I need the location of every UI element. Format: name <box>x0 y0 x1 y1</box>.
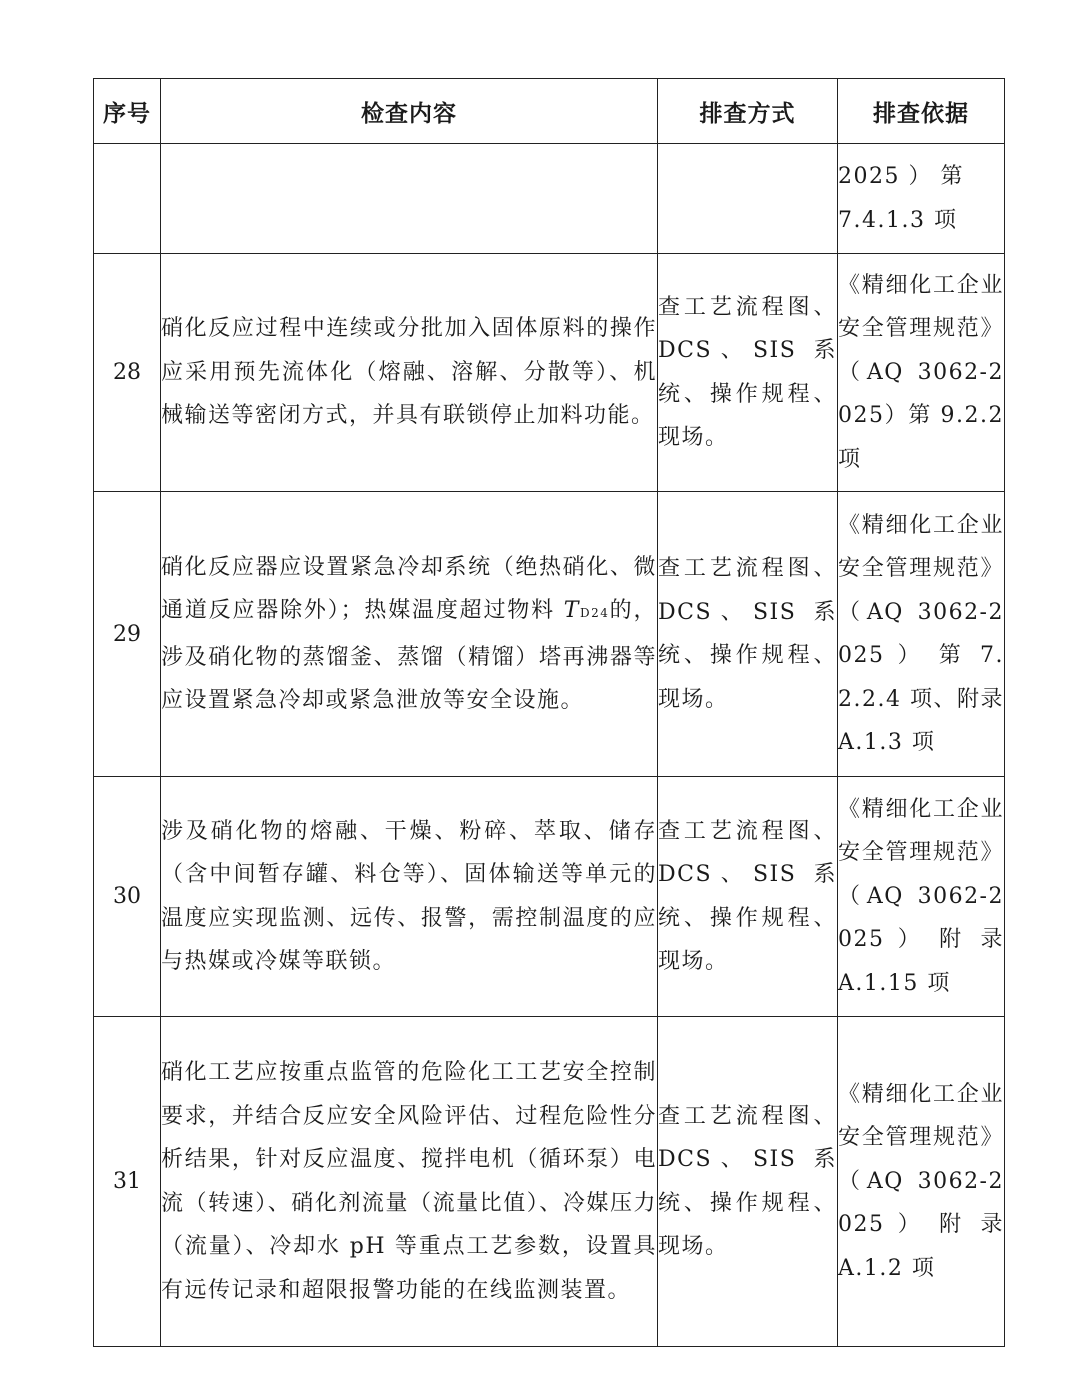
header-content: 检查内容 <box>161 79 658 144</box>
row-basis: 《精细化工企业安全管理规范》（AQ 3062-2025 ） 附 录 A.1.15 项 <box>838 777 1005 1017</box>
header-method: 排查方式 <box>658 79 838 144</box>
row-basis-text: 2025 ） 第 7.4.1.3 项 <box>838 164 964 233</box>
table-row <box>94 492 1005 777</box>
row-basis: 《精细化工企业安全管理规范》（AQ 3062-2025 ） 第 7.2.2.4 项、附录 A.1.3 项 <box>838 492 1005 777</box>
row-method: 查工艺流程图、DCS、SIS 系统、操作规程、现场。 <box>658 492 838 777</box>
row-seq: 29 <box>94 492 161 777</box>
row-content-part2: 的，涉及硝化物的蒸馏釜、蒸馏（精馏）塔再沸器等应设置紧急冷却或紧急泄放等安全设施。 <box>161 598 657 713</box>
row-basis: 《精细化工企业安全管理规范》（AQ 3062-2025 ） 附 录 A.1.2 项 <box>838 1017 1005 1347</box>
row-basis <box>838 144 1005 254</box>
row-method: 查工艺流程图、DCS、SIS 系统、操作规程、现场。 <box>658 1017 838 1347</box>
row-method: 查工艺流程图、DCS、SIS 系统、操作规程、现场。 <box>658 777 838 1017</box>
inspection-table <box>93 78 1005 1347</box>
row-method <box>658 144 838 254</box>
td-symbol: T <box>563 598 580 623</box>
row-content <box>161 144 658 254</box>
row-content <box>161 492 658 777</box>
row-seq: 30 <box>94 777 161 1017</box>
table-row <box>94 144 1005 254</box>
header-seq: 序号 <box>94 79 161 144</box>
row-seq: 28 <box>94 254 161 492</box>
row-content: 硝化反应过程中连续或分批加入固体原料的操作应采用预先流体化（熔融、溶解、分散等）、机械输送等密闭方式，并具有联锁停止加料功能。 <box>161 254 658 492</box>
td-subscript: D24 <box>579 606 610 620</box>
row-seq <box>94 144 161 254</box>
table-header-row <box>94 79 1005 144</box>
header-basis: 排查依据 <box>838 79 1005 144</box>
row-seq: 31 <box>94 1017 161 1347</box>
row-content-part1: 硝化反应器应设置紧急冷却系统（绝热硝化、微通道反应器除外）；热媒温度超过物料 <box>161 554 657 623</box>
row-content: 涉及硝化物的熔融、干燥、粉碎、萃取、储存（含中间暂存罐、料仓等）、固体输送等单元的温度应实现监测、远传、报警，需控制温度的应与热媒或冷媒等联锁。 <box>161 777 658 1017</box>
table-row <box>94 777 1005 1017</box>
table-row <box>94 254 1005 492</box>
row-method: 查工艺流程图、DCS、SIS 系统、操作规程、现场。 <box>658 254 838 492</box>
table-row <box>94 1017 1005 1347</box>
row-basis: 《精细化工企业安全管理规范》（AQ 3062-2025）第 9.2.2 项 <box>838 254 1005 492</box>
row-content: 硝化工艺应按重点监管的危险化工工艺安全控制要求，并结合反应安全风险评估、过程危险性分析结果，针对反应温度、搅拌电机（循环泵）电流（转速）、硝化剂流量（流量比值）、冷媒压力（流量）、冷却水 pH 等重点工艺参数，设置具有远传记录和超限报警功能的在线监测装置。 <box>161 1017 658 1347</box>
